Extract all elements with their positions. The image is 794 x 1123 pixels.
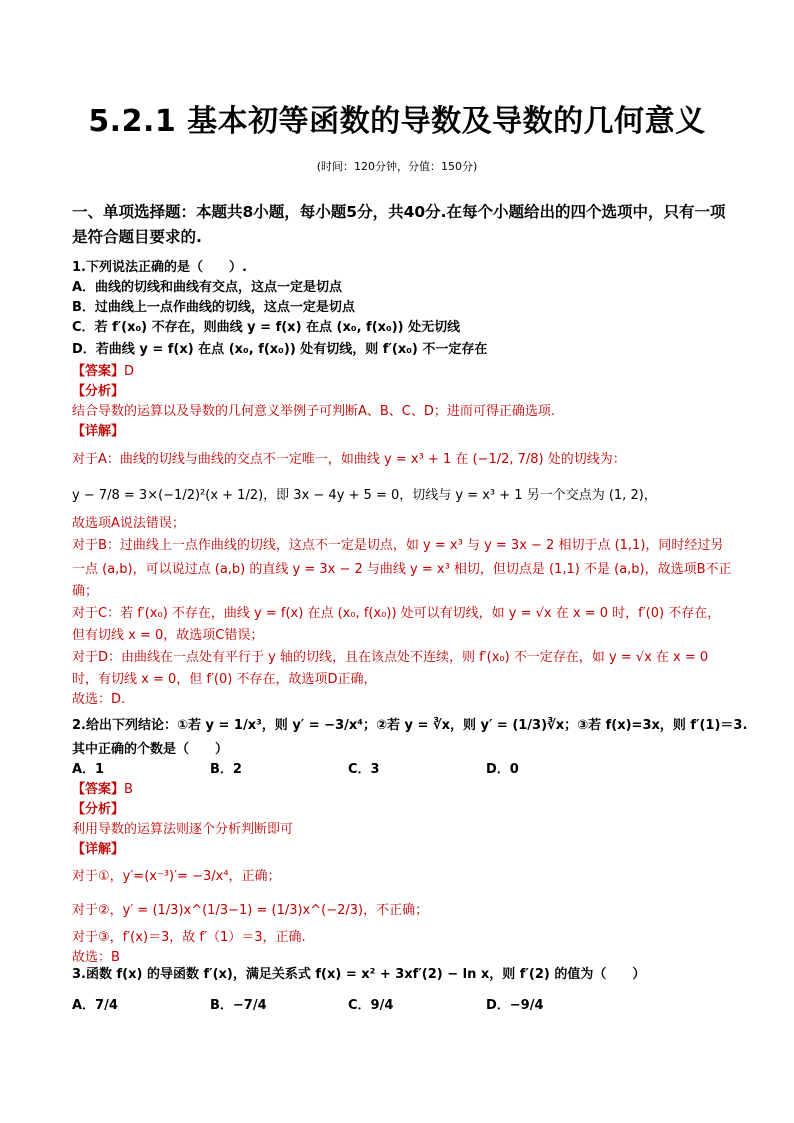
q2-stem-2: 其中正确的个数是（ ） bbox=[72, 742, 229, 757]
q3-option-a: A．7/4 bbox=[72, 998, 118, 1013]
q3-option-b: B．−7/4 bbox=[210, 998, 267, 1013]
q1-answer-label: 【答案】 bbox=[72, 364, 125, 379]
q2-option-d: D．0 bbox=[486, 762, 519, 777]
q1-detail-7: 对于C：若 f′(x₀) 不存在，曲线 y = f(x) 在点 (x₀, f(x₀)) 处可以有切线，如 y = √x 在 x = 0 时，f′(0) 不存在， bbox=[72, 606, 721, 621]
question-2 bbox=[72, 712, 748, 968]
q2-option-b: B．2 bbox=[210, 762, 242, 777]
q3-option-d: D．−9/4 bbox=[486, 998, 544, 1013]
q3-option-c: C．9/4 bbox=[348, 998, 394, 1013]
q1-detail-1: 对于A：曲线的切线与曲线的交点不一定唯一，如曲线 y = x³ + 1 在 (−1/2, 7/8) 处的切线为： bbox=[72, 452, 626, 467]
q2-detail-3: 对于③，f′(x)＝3，故 f′（1）＝3，正确. bbox=[72, 930, 306, 945]
q1-option-c: C．若 f′(x₀) 不存在，则曲线 y = f(x) 在点 (x₀, f(x₀)) 处无切线 bbox=[72, 320, 461, 335]
q1-detail-2: y − 7/8 = 3×(−1/2)²(x + 1/2)，即 3x − 4y + 5 = 0，切线与 y = x³ + 1 另一个交点为 (1, 2)， bbox=[72, 488, 657, 503]
q2-answer-label: 【答案】 bbox=[72, 782, 125, 797]
q1-detail-label: 【详解】 bbox=[72, 424, 125, 439]
q1-detail-6: 确； bbox=[72, 584, 99, 599]
q1-answer: D bbox=[124, 364, 135, 379]
page-title: 5.2.1 基本初等函数的导数及导数的几何意义 bbox=[88, 104, 706, 139]
question-1 bbox=[72, 258, 732, 710]
q2-detail-4: 故选：B bbox=[72, 950, 120, 965]
q3-options bbox=[72, 988, 732, 1024]
q2-answer: B bbox=[124, 782, 133, 797]
q3-stem: 3.函数 f(x) 的导函数 f′(x)，满足关系式 f(x) = x² + 3xf′(2) − ln x，则 f′(2) 的值为（ ） bbox=[72, 967, 646, 982]
q1-detail-3: 故选项A说法错误； bbox=[72, 516, 185, 531]
q1-detail-8: 但有切线 x = 0，故选项C错误； bbox=[72, 628, 264, 643]
q2-option-c: C．3 bbox=[348, 762, 380, 777]
q2-options bbox=[72, 760, 732, 780]
q2-analysis: 利用导数的运算法则逐个分析判断即可 bbox=[72, 822, 294, 837]
q2-option-a: A．1 bbox=[72, 762, 105, 777]
q1-option-b: B．过曲线上一点作曲线的切线，这点一定是切点 bbox=[72, 300, 355, 315]
q1-detail-5: 一点 (a,b)，可以说过点 (a,b) 的直线 y = 3x − 2 与曲线 y = x³ 相切，但切点是 (1,1) 不是 (a,b)，故选项B不正 bbox=[72, 562, 732, 577]
q2-detail-label: 【详解】 bbox=[72, 842, 125, 857]
question-3 bbox=[72, 962, 732, 1024]
q2-analysis-label: 【分析】 bbox=[72, 802, 125, 817]
q2-detail-2: 对于②，y′ = (1/3)x^(1/3−1) = (1/3)x^(−2/3)，不正确； bbox=[72, 903, 429, 918]
q2-detail-1: 对于①，y′=(x⁻³)′= −3/x⁴，正确； bbox=[72, 869, 281, 884]
q1-option-a: A．曲线的切线和曲线有交点，这点一定是切点 bbox=[72, 280, 343, 295]
page-subtitle: (时间：120分钟，分值：150分) bbox=[316, 160, 478, 173]
section-header: 一、单项选择题：本题共8小题，每小题5分，共40分.在每个小题给出的四个选项中，只有一项是符合题目要求的. bbox=[72, 203, 726, 246]
q1-detail-9: 对于D：由曲线在一点处有平行于 y 轴的切线，且在该点处不连续，则 f′(x₀) 不一定存在，如 y = √x 在 x = 0 bbox=[72, 650, 709, 665]
q1-analysis-label: 【分析】 bbox=[72, 384, 125, 399]
q1-stem: 1.下列说法正确的是（ ）. bbox=[72, 260, 247, 275]
q1-detail-10: 时，有切线 x = 0，但 f′(0) 不存在，故选项D正确， bbox=[72, 672, 377, 687]
q1-option-d: D．若曲线 y = f(x) 在点 (x₀, f(x₀)) 处有切线，则 f′(x₀) 不一定存在 bbox=[72, 342, 488, 357]
q1-detail-4: 对于B：过曲线上一点作曲线的切线，这点不一定是切点，如 y = x³ 与 y = 3x − 2 相切于点 (1,1)，同时经过另 bbox=[72, 538, 724, 553]
q1-analysis: 结合导数的运算以及导数的几何意义举例子可判断A、B、C、D；进而可得正确选项. bbox=[72, 404, 556, 419]
q1-detail-11: 故选：D. bbox=[72, 692, 126, 707]
q2-stem-1: 2.给出下列结论：①若 y = 1/x³，则 y′ = −3/x⁴；②若 y = ∛x，则 y′ = (1/3)∛x；③若 f(x)=3x，则 f′(1)＝3. bbox=[72, 718, 748, 733]
